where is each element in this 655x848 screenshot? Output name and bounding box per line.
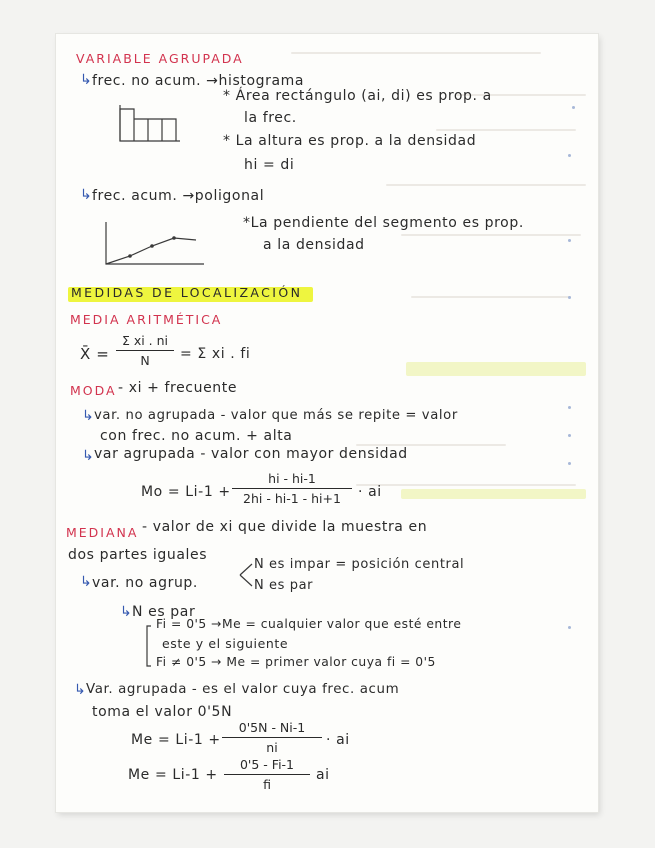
moda-formula-numerator: hi - hi-1 bbox=[268, 471, 316, 486]
mediana-formula1-lhs: Me = Li-1 + bbox=[131, 732, 221, 748]
mediana-formula2-numerator: 0'5 - Fi-1 bbox=[239, 757, 295, 772]
branch-odd: N es impar = posición central bbox=[254, 557, 465, 572]
moda-formula-fraction bbox=[232, 471, 352, 506]
media-lhs: X̄ = bbox=[80, 345, 110, 363]
moda-definition: - xi + frecuente bbox=[118, 380, 238, 396]
arrow-bullet-icon: ↳ bbox=[120, 604, 133, 620]
media-numerator: Σ xi . ni bbox=[121, 333, 169, 348]
branch-lines bbox=[238, 560, 254, 590]
moda-ungrouped: var. no agrupada - valor que más se repite = valor bbox=[94, 408, 458, 423]
note-slope-segment-cont: a la densidad bbox=[263, 237, 365, 253]
mediana-formula1-fraction bbox=[222, 720, 322, 755]
media-fraction bbox=[116, 333, 174, 368]
mediana-formula2-lhs: Me = Li-1 + bbox=[128, 767, 218, 783]
n-even-heading: N es par bbox=[132, 604, 196, 620]
note-area-rectangle-cont: la frec. bbox=[244, 110, 297, 126]
cumulative-polygon-sketch bbox=[100, 218, 210, 270]
note-area-rectangle: * Área rectángulo (ai, di) es prop. a bbox=[223, 88, 492, 104]
mediana-formula2-rhs: ai bbox=[316, 767, 330, 783]
subtitle-moda: MODA bbox=[70, 383, 117, 398]
moda-ungrouped-cont: con frec. no acum. + alta bbox=[100, 428, 293, 444]
mediana-ungrouped: var. no agrup. bbox=[92, 575, 198, 591]
subtitle-mediana: MEDIANA bbox=[66, 525, 139, 540]
subtitle-media-aritmetica: MEDIA ARITMÉTICA bbox=[70, 312, 223, 327]
media-rhs: = Σ xi . fi bbox=[180, 346, 251, 362]
case-fi-not-equal: Fi ≠ 0'5 → Me = primer valor cuya fi = 0'5 bbox=[156, 655, 436, 669]
note-height-density: * La altura es prop. a la densidad bbox=[223, 133, 477, 149]
note-slope-segment: *La pendiente del segmento es prop. bbox=[243, 215, 524, 231]
mediana-definition: - valor de xi que divide la muestra en bbox=[142, 519, 428, 535]
moda-formula-rhs: · ai bbox=[358, 484, 382, 500]
mediana-formula2-fraction bbox=[224, 757, 310, 792]
arrow-bullet-icon: ↳ bbox=[74, 682, 87, 698]
mediana-formula1-rhs: · ai bbox=[326, 732, 350, 748]
section-title-medidas-localizacion: MEDIDAS DE LOCALIZACIÓN bbox=[71, 285, 303, 300]
histogram-bullet: frec. no acum. →histograma bbox=[92, 73, 305, 89]
branch-even: N es par bbox=[254, 578, 314, 593]
section-title-variable-agrupada: VARIABLE AGRUPADA bbox=[76, 51, 244, 66]
histogram-sketch bbox=[116, 103, 186, 145]
moda-formula-lhs: Mo = Li-1 + bbox=[141, 484, 231, 500]
arrow-bullet-icon: ↳ bbox=[82, 408, 95, 424]
arrow-bullet-icon: ↳ bbox=[80, 187, 93, 203]
media-denominator: N bbox=[140, 353, 150, 369]
moda-grouped: var agrupada - valor con mayor densidad bbox=[94, 446, 408, 462]
bracket bbox=[145, 624, 153, 668]
moda-formula-denominator: 2hi - hi-1 - hi+1 bbox=[243, 491, 341, 507]
mediana-formula1-denominator: ni bbox=[266, 740, 278, 756]
case-fi-equal-cont: este y el siguiente bbox=[162, 636, 289, 651]
mediana-formula2-denominator: fi bbox=[263, 777, 271, 793]
mediana-grouped-cont: toma el valor 0'5N bbox=[92, 704, 233, 720]
formula-hi-di: hi = di bbox=[244, 157, 295, 173]
mediana-grouped: Var. agrupada - es el valor cuya frec. acum bbox=[86, 682, 400, 697]
case-fi-equal: Fi = 0'5 →Me = cualquier valor que esté entre bbox=[156, 617, 462, 631]
mediana-definition-cont: dos partes iguales bbox=[68, 547, 208, 563]
arrow-bullet-icon: ↳ bbox=[80, 72, 93, 88]
arrow-bullet-icon: ↳ bbox=[80, 574, 93, 590]
arrow-bullet-icon: ↳ bbox=[82, 448, 95, 464]
mediana-formula1-numerator: 0'5N - Ni-1 bbox=[238, 720, 306, 735]
polygon-bullet: frec. acum. →poligonal bbox=[92, 188, 265, 204]
